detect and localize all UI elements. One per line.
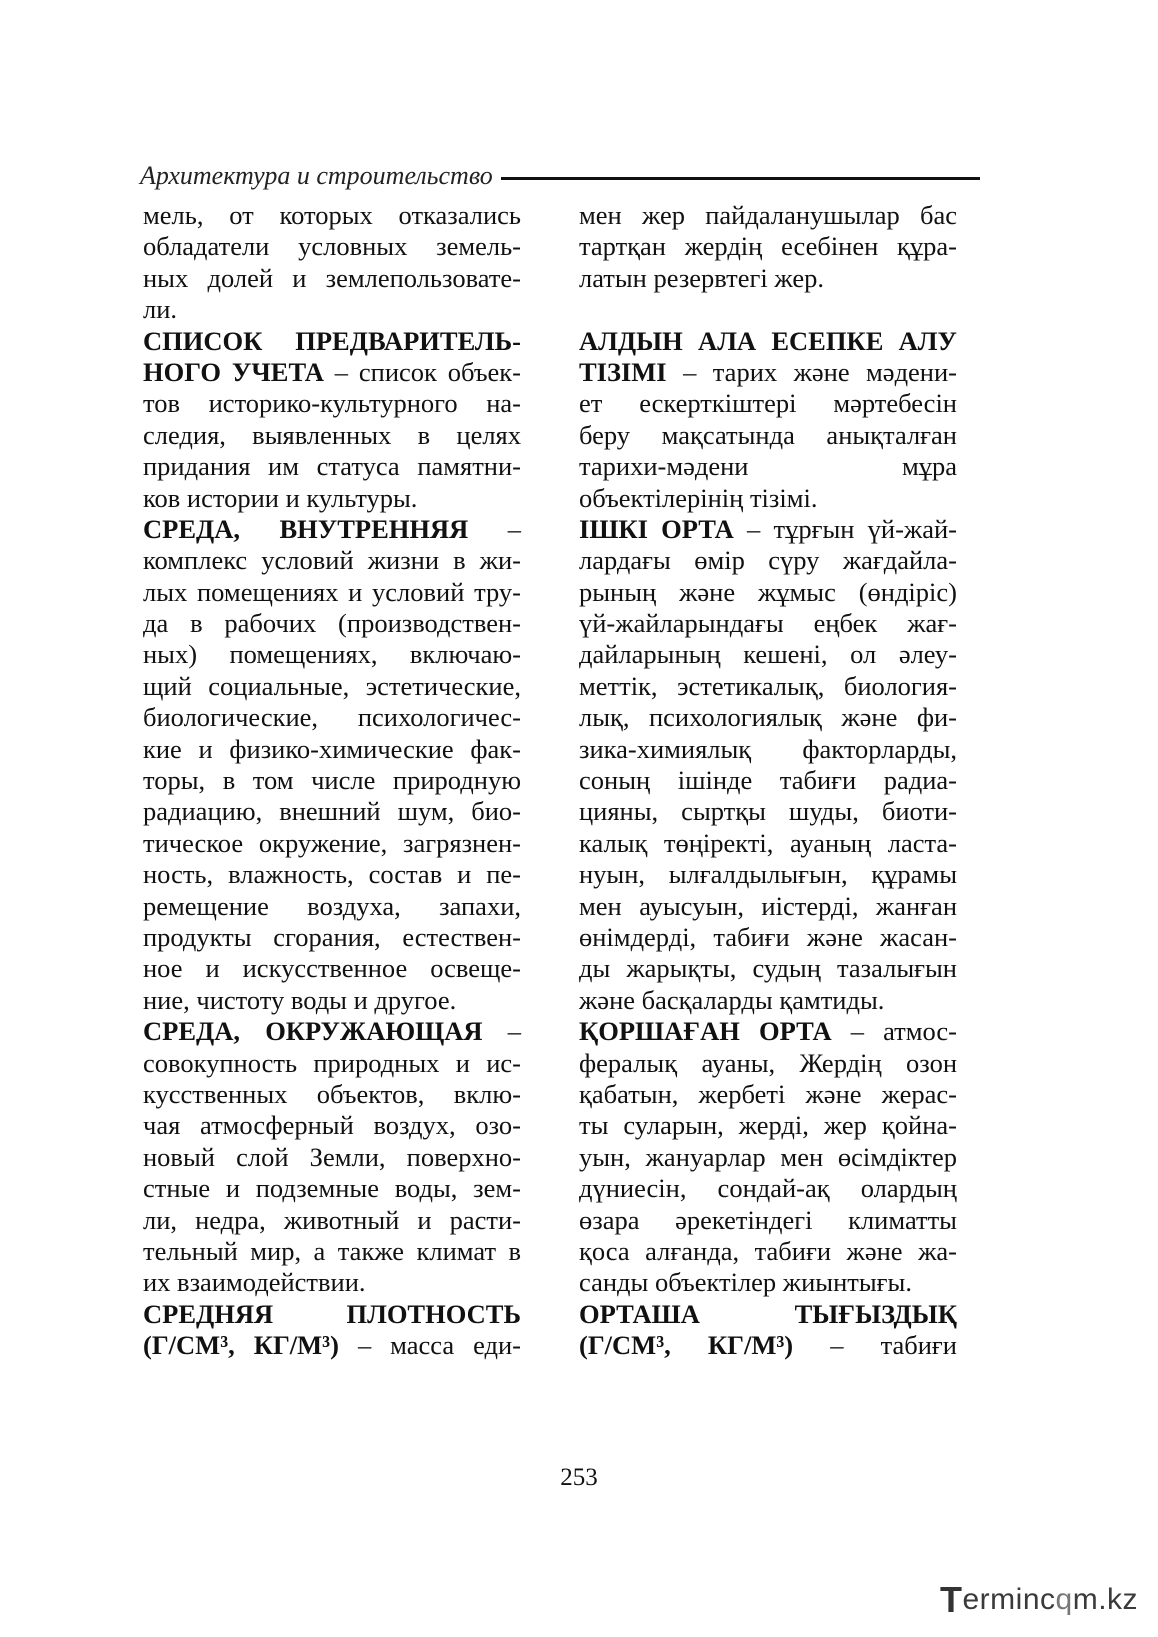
body-text: үй-жайларындағы еңбек жағ- xyxy=(579,608,957,639)
term-heading: СРЕДА, ОКРУЖАЮЩАЯ xyxy=(143,1016,483,1047)
right-column xyxy=(579,200,957,1361)
body-text: санды объектілер жиынтығы. xyxy=(579,1267,912,1298)
text-line xyxy=(579,326,957,357)
body-text: щий социальные, эстетические, xyxy=(143,670,521,701)
text-line xyxy=(579,1173,957,1204)
body-text: ремещение воздуха, запахи, xyxy=(143,890,521,921)
text-line xyxy=(579,1330,957,1361)
body-text: – масса еди- xyxy=(338,1330,521,1361)
text-line xyxy=(143,1299,521,1330)
text-line xyxy=(143,891,521,922)
watermark-middle: erminc xyxy=(962,1583,1056,1616)
body-text: биологические, психологичес- xyxy=(143,702,521,733)
body-text: совокупность природных и ис- xyxy=(143,1047,521,1078)
text-line xyxy=(143,231,521,262)
text-line xyxy=(579,451,957,482)
text-line xyxy=(579,1142,957,1173)
text-line xyxy=(143,1267,521,1298)
body-text: мен ауысуын, иістерді, жанған xyxy=(579,890,957,921)
text-line xyxy=(143,953,521,984)
text-line xyxy=(579,1236,957,1267)
body-text: комплекс условий жизни в жи- xyxy=(143,545,521,576)
body-text: объектілерінің тізімі. xyxy=(579,482,818,513)
text-line xyxy=(579,1048,957,1079)
term-heading: ОРТАША ТЫҒЫЗДЫҚ xyxy=(579,1298,957,1329)
body-text: латын резервтегі жер. xyxy=(579,262,824,293)
body-text: кусственных объектов, вклю- xyxy=(143,1078,521,1109)
text-line xyxy=(579,514,957,545)
body-text: тартқан жердің есебінен құра- xyxy=(579,231,957,262)
text-line xyxy=(143,1110,521,1141)
text-line xyxy=(579,1016,957,1047)
body-text: нуын, ылғалдылығын, құрамы xyxy=(579,859,957,890)
text-line xyxy=(579,953,957,984)
body-text: кие и физико-химические фак- xyxy=(143,733,521,764)
text-line xyxy=(143,671,521,702)
text-line xyxy=(579,357,957,388)
body-text: тическое окружение, загрязнен- xyxy=(143,827,521,858)
text-line xyxy=(143,388,521,419)
text-line xyxy=(143,828,521,859)
header-rule xyxy=(501,177,980,180)
body-text: – список объек- xyxy=(323,356,521,387)
term-heading: АЛДЫН АЛА ЕСЕПКЕ АЛУ xyxy=(579,325,957,356)
text-line xyxy=(143,1048,521,1079)
text-line xyxy=(143,859,521,890)
text-line xyxy=(143,1205,521,1236)
text-line xyxy=(143,1142,521,1173)
body-text: ных долей и землепользовате- xyxy=(143,262,521,293)
text-line xyxy=(579,1079,957,1110)
body-text: – xyxy=(468,513,521,544)
watermark-q: q xyxy=(1055,1583,1073,1616)
text-line xyxy=(579,671,957,702)
text-line xyxy=(143,420,521,451)
body-text: калық төңіректі, ауаның ласта- xyxy=(579,827,957,858)
left-column xyxy=(143,200,521,1361)
text-line xyxy=(579,483,957,514)
text-line xyxy=(579,608,957,639)
body-text: торы, в том числе природную xyxy=(143,765,521,796)
text-line xyxy=(143,765,521,796)
body-text: – тарих және мәдени- xyxy=(666,356,957,387)
term-heading: ҚОРШАҒАН ОРТА xyxy=(579,1016,832,1047)
text-line xyxy=(143,985,521,1016)
body-text: ных) помещениях, включаю- xyxy=(143,639,521,670)
text-line xyxy=(579,388,957,419)
text-line xyxy=(579,420,957,451)
body-text: ды жарықты, судың тазалығын xyxy=(579,953,957,984)
text-line xyxy=(579,263,957,294)
text-line xyxy=(143,326,521,357)
term-heading: СРЕДНЯЯ ПЛОТНОСТЬ xyxy=(143,1298,521,1329)
body-text: меттік, эстетикалық, биология- xyxy=(579,670,957,701)
running-header-title: Архитектура и строительство xyxy=(140,161,493,190)
text-line xyxy=(143,200,521,231)
body-text: фералық ауаны, Жердің озон xyxy=(579,1047,957,1078)
body-text: продукты сгорания, естествен- xyxy=(143,921,521,952)
text-line xyxy=(579,639,957,670)
body-text: ков истории и культуры. xyxy=(143,482,418,513)
body-text: ты суларын, жерді, жер қойна- xyxy=(579,1110,957,1141)
text-line xyxy=(143,577,521,608)
text-line xyxy=(143,1016,521,1047)
text-line xyxy=(143,1173,521,1204)
body-text: мель, от которых отказались xyxy=(143,200,521,230)
watermark-suffix: m.kz xyxy=(1072,1583,1139,1616)
body-text: ние, чистоту воды и другое. xyxy=(143,984,457,1015)
text-line xyxy=(579,796,957,827)
body-text: мен жер пайдаланушылар бас xyxy=(579,200,957,230)
body-text: дайларының кешені, ол әлеу- xyxy=(579,639,957,670)
body-text: радиацию, внешний шум, био- xyxy=(143,796,521,827)
body-text: соның ішінде табиғи радиа- xyxy=(579,765,957,796)
term-heading: НОГО УЧЕТА xyxy=(143,356,324,387)
text-line xyxy=(579,1110,957,1141)
text-line xyxy=(143,545,521,576)
term-heading: СПИСОК ПРЕДВАРИТЕЛЬ- xyxy=(143,325,521,356)
body-text: ет ескерткіштері мәртебесін xyxy=(579,388,957,419)
text-line xyxy=(143,451,521,482)
text-line xyxy=(579,200,957,231)
watermark-prefix: T xyxy=(940,1579,963,1620)
text-line xyxy=(579,828,957,859)
text-line xyxy=(143,483,521,514)
body-text: чая атмосферный воздух, озо- xyxy=(143,1110,521,1141)
body-text: ное и искусственное освеще- xyxy=(143,953,521,984)
body-text: лардағы өмір сүру жағдайла- xyxy=(579,545,957,576)
term-heading: СРЕДА, ВНУТРЕННЯЯ xyxy=(143,513,469,544)
body-text: және басқаларды қамтиды. xyxy=(579,984,885,1015)
term-heading: ІШКІ ОРТА xyxy=(579,513,734,544)
body-text: ли, недра, животный и расти- xyxy=(143,1204,521,1235)
term-heading: (Г/СМ³, КГ/М³) xyxy=(143,1330,339,1361)
text-line xyxy=(143,294,521,325)
body-text: ность, влажность, состав и пе- xyxy=(143,859,521,890)
text-line xyxy=(143,639,521,670)
text-line xyxy=(579,1267,957,1298)
running-header xyxy=(140,158,980,194)
text-line xyxy=(143,263,521,294)
text-line xyxy=(143,357,521,388)
body-text: зика-химиялық факторларды, xyxy=(579,733,957,764)
body-text: қоса алғанда, табиғи және жа- xyxy=(579,1235,957,1266)
body-text: рының және жұмыс (өндіріс) xyxy=(579,576,957,607)
body-text: лық, психологиялық және фи- xyxy=(579,702,957,733)
text-line xyxy=(143,514,521,545)
text-line xyxy=(579,702,957,733)
text-line xyxy=(579,922,957,953)
body-text: қабатын, жербеті және жерас- xyxy=(579,1078,957,1109)
text-line xyxy=(579,1205,957,1236)
body-text: уын, жануарлар мен өсімдіктер xyxy=(579,1141,957,1172)
text-line xyxy=(143,734,521,765)
page-number: 253 xyxy=(560,1464,598,1491)
body-text: новый слой Земли, поверхно- xyxy=(143,1141,521,1172)
body-text: их взаимодействии. xyxy=(143,1267,366,1298)
text-line xyxy=(579,765,957,796)
paragraph-gap xyxy=(579,294,957,325)
text-line xyxy=(579,734,957,765)
text-line xyxy=(579,1299,957,1330)
body-text: ли. xyxy=(143,294,178,325)
text-line xyxy=(579,577,957,608)
body-text: следия, выявленных в целях xyxy=(143,419,521,450)
body-text: – тұрғын үй-жай- xyxy=(733,513,957,544)
body-text: цияны, сыртқы шуды, биоти- xyxy=(579,796,957,827)
body-text: өнімдерді, табиғи және жасан- xyxy=(579,921,957,952)
body-text: стные и подземные воды, зем- xyxy=(143,1173,521,1204)
body-text: тельный мир, а также климат в xyxy=(143,1235,521,1266)
text-line xyxy=(143,608,521,639)
term-heading: ТІЗІМІ xyxy=(579,356,667,387)
body-text: обладатели условных земель- xyxy=(143,231,521,262)
text-line xyxy=(143,1079,521,1110)
term-heading: (Г/СМ³, КГ/М³) xyxy=(579,1330,794,1361)
body-text: дүниесін, сондай-ақ олардың xyxy=(579,1173,957,1204)
body-text: тарихи-мәдени мұра xyxy=(579,451,957,482)
text-line xyxy=(143,922,521,953)
body-text: да в рабочих (производствен- xyxy=(143,608,521,639)
text-line xyxy=(579,891,957,922)
text-line xyxy=(579,985,957,1016)
body-text: – xyxy=(482,1016,521,1047)
text-line xyxy=(143,1236,521,1267)
terminqom-watermark xyxy=(940,1580,1138,1620)
body-text: тов историко-культурного на- xyxy=(143,388,521,419)
text-line xyxy=(143,796,521,827)
text-line xyxy=(579,545,957,576)
body-text: лых помещениях и условий тру- xyxy=(143,576,521,607)
text-line xyxy=(143,1330,521,1361)
text-line xyxy=(579,859,957,890)
body-text: – атмос- xyxy=(831,1016,957,1047)
body-text: – табиғи xyxy=(793,1330,957,1361)
text-line xyxy=(579,231,957,262)
text-line xyxy=(143,702,521,733)
body-text: беру мақсатында анықталған xyxy=(579,419,957,450)
body-text: придания им статуса памятни- xyxy=(143,451,521,482)
body-text: өзара әрекетіндегі климатты xyxy=(579,1204,957,1235)
